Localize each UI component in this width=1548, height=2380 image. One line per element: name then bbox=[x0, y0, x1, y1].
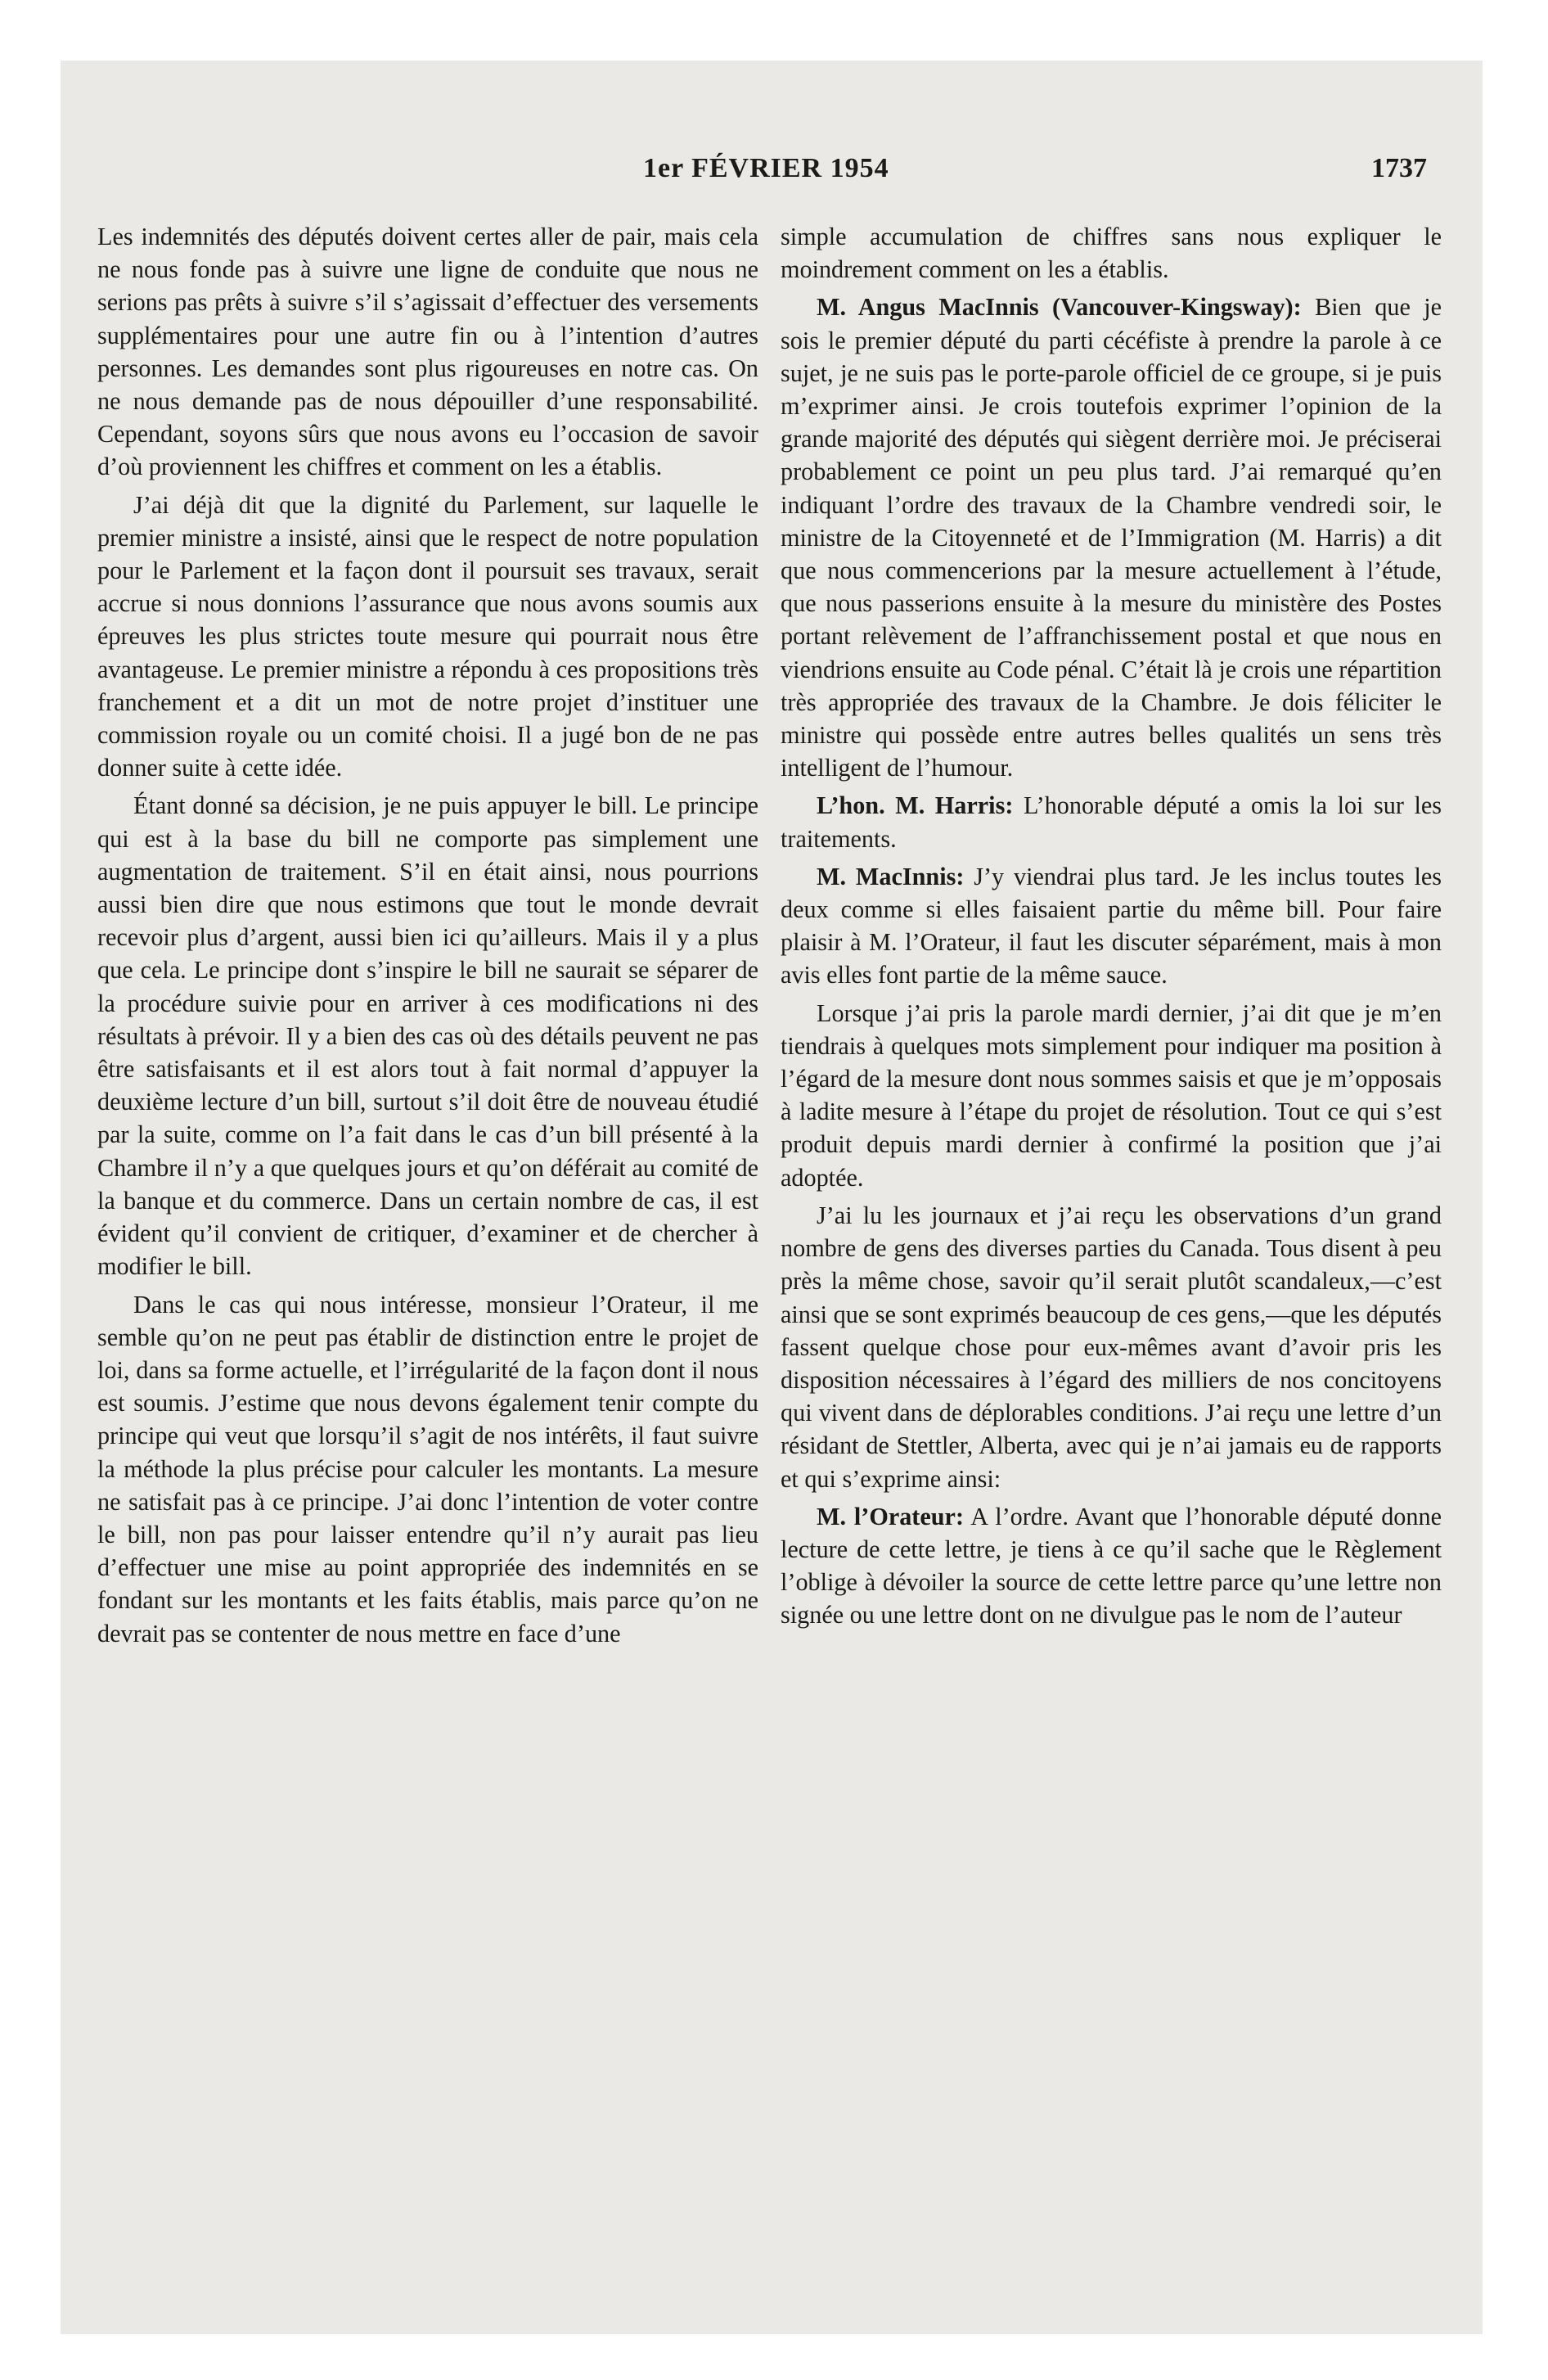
document-page bbox=[61, 61, 1483, 2334]
speech-text: J’y viendrai plus tard. Je les inclus toutes les deux comme si elles faisaient partie du même bill. Pour faire plaisir à M. l’Orateur, il faut les discuter séparément, mais à mon avis elles font partie de la même sauce. bbox=[781, 862, 1442, 989]
speech-paragraph bbox=[781, 291, 1442, 784]
header-date: 1er FÉVRIER 1954 bbox=[643, 153, 889, 183]
paragraph: Lorsque j’ai pris la parole mardi dernier, j’ai dit que je m’en tiendrais à quelques mots simplement pour indiquer ma position à l’égard de la mesure dont nous sommes saisis et que je m’opposais à ladite mesure à l’étape du projet de résolution. Tout ce qui s’est produit depuis mardi dernier à confirmé la position que j’ai adoptée. bbox=[781, 998, 1442, 1192]
speaker-name: L’hon. M. Harris: bbox=[817, 791, 1014, 820]
speech-paragraph bbox=[781, 789, 1442, 854]
speaker-name: M. l’Orateur: bbox=[817, 1502, 964, 1530]
speech-text: A l’ordre. Avant que l’honorable député donne lecture de cette lettre, je tiens à ce qu’il sache que le Règlement l’oblige à dévoiler la source de cette lettre parce qu’une lettre non signée ou une lettre dont on ne divulgue pas le nom de l’auteur bbox=[781, 1502, 1442, 1629]
speech-text: L’honorable député a omis la loi sur les traitements. bbox=[781, 791, 1442, 853]
paragraph: J’ai lu les journaux et j’ai reçu les observations d’un grand nombre de gens des diverses parties du Canada. Tous disent à peu près la même chose, savoir qu’il serait plutôt scandaleux,—c’est ainsi que se sont exprimés beaucoup de ces gens,—que les députés fassent quelque chose pour eux-mêmes avant d’avoir pris les disposition nécessaires à l’égard des milliers de nos concitoyens qui vivent dans de déplorables conditions. J’ai reçu une lettre d’un résidant de Stettler, Alberta, avec qui je n’ai jamais eu de rapports et qui s’exprime ainsi: bbox=[781, 1201, 1442, 1493]
paragraph: J’ai déjà dit que la dignité du Parlement, sur laquelle le premier ministre a insisté, ainsi que le respect de notre population pour le Parlement et la façon dont il poursuit ses travaux, serait accrue si nous donnions l’assurance que nous avons soumis aux épreuves les plus strictes toute mesure qui pourrait nous être avantageuse. Le premier ministre a répondu à ces propositions très franchement et a dit un mot de notre projet d’instituer une commission royale ou un comité choisi. Il a jugé bon de ne pas donner suite à cette idée. bbox=[97, 490, 758, 782]
speech-text: Bien que je sois le premier député du parti cécéfiste à prendre la parole à ce sujet, je ne suis pas le porte-parole officiel de ce groupe, si je puis m’exprimer ainsi. Je crois toutefois exprimer l’opinion de la grande majorité des députés qui siègent derrière moi. Je préciserai probablement ce point un peu plus tard. J’ai remarqué qu’en indiquant l’ordre des travaux de la Chambre vendredi soir, le ministre de la Citoyenneté et de l’Immigration (M. Harris) a dit que nous commencerions par la mesure actuellement à l’étude, que nous passerions ensuite à la mesure du ministère des Postes portant relèvement de l’affranchissement postal et que nous en viendrions ensuite au Code pénal. C’était là je crois une répartition très appropriée des travaux de la Chambre. Je dois féliciter le ministre qui possède entre autres belles qualités un sens très intelligent de l’humour. bbox=[781, 293, 1442, 782]
speech-paragraph bbox=[781, 860, 1442, 992]
paragraph: simple accumulation de chiffres sans nous expliquer le moindrement comment on les a établis. bbox=[781, 223, 1442, 284]
speaker-name: M. MacInnis: bbox=[817, 862, 965, 890]
paragraph: Étant donné sa décision, je ne puis appuyer le bill. Le principe qui est à la base du bill ne comporte pas simplement une augmentation de traitement. S’il en était ainsi, nous pourrions aussi bien dire que nous estimons que tout le monde devrait recevoir plus d’argent, aussi bien ici qu’ailleurs. Mais il y a plus que cela. Le principe dont s’inspire le bill ne saurait se séparer de la procédure suivie pour en arriver à ces modifications ni des résultats à prévoir. Il y a bien des cas où des détails peuvent ne pas être satisfaisants et il est alors tout à fait normal d’appuyer la deuxième lecture d’un bill, surtout s’il doit être de nouveau étudié par la suite, comme on l’a fait dans le cas d’un bill présenté à la Chambre il n’y a que quelques jours et qu’on déférait au comité de la banque et du commerce. Dans un certain nombre de cas, il est évident qu’il convient de critiquer, d’examiner et de chercher à modifier le bill. bbox=[97, 791, 758, 1281]
page-number: 1737 bbox=[1371, 153, 1427, 183]
paragraph: Dans le cas qui nous intéresse, monsieur l’Orateur, il me semble qu’on ne peut pas établir de distinction entre le projet de loi, dans sa forme actuelle, et l’irrégularité de la façon dont il nous est soumis. J’estime que nous devons également tenir compte du principe qui veut que lorsqu’il s’agit de nos intérêts, il faut suivre la méthode la plus précise pour calculer les montants. La mesure ne satisfait pas à ce principe. J’ai donc l’intention de voter contre le bill, non pas pour laisser entendre qu’il n’y aurait pas lieu d’effectuer une mise au point appropriée des indemnités en se fondant sur les montants et les faits établis, mais parce qu’on ne devrait pas se contenter de nous mettre en face d’une bbox=[97, 1290, 758, 1648]
paragraph: Les indemnités des députés doivent certes aller de pair, mais cela ne nous fonde pas à suivre une ligne de conduite que nous ne serions pas prêts à suivre s’il s’agissait d’effectuer des versements supplémentaires pour une autre fin ou à l’intention d’autres personnes. Les demandes sont plus rigoureuses en notre cas. On ne nous demande pas de nous dépouiller d’une responsabilité. Cependant, soyons sûrs que nous avons eu l’occasion de savoir d’où proviennent les chiffres et comment on les a établis. bbox=[97, 223, 758, 481]
left-column bbox=[97, 220, 758, 2291]
speech-paragraph bbox=[781, 1500, 1442, 1632]
speaker-name: M. Angus MacInnis (Vancouver-Kingsway): bbox=[817, 293, 1302, 322]
right-column bbox=[781, 220, 1442, 2291]
page-header bbox=[61, 153, 1483, 202]
